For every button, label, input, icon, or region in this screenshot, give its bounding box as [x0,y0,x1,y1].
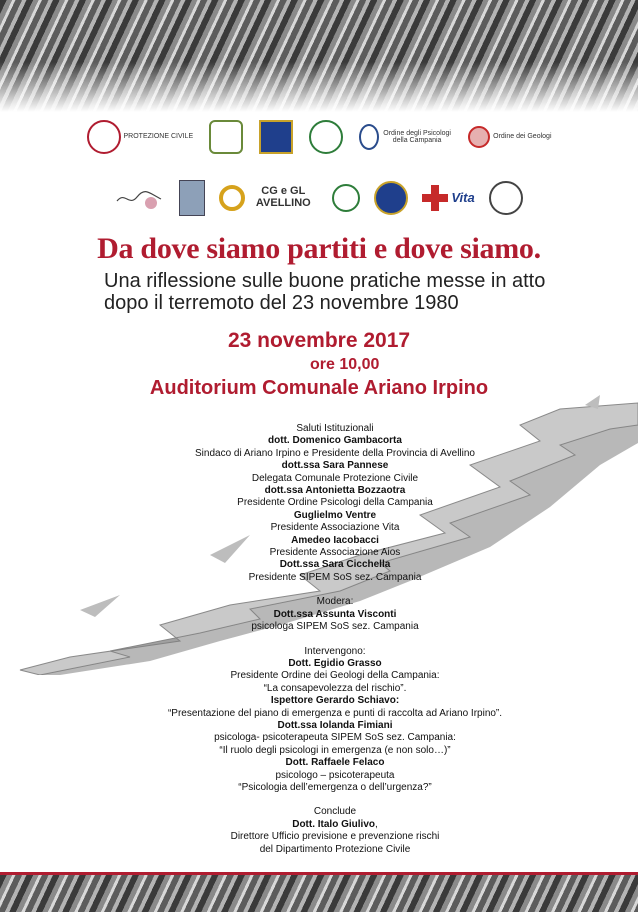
sponsor-logos-row-2 [0,176,638,220]
vita-logo: Vita [422,185,474,211]
rubble-photo-bottom [0,872,638,912]
cg-gl-avellino-logo: CG e GL AVELLINO [219,185,318,211]
event-title: Da dove siamo partiti e dove siamo. [97,232,541,265]
speaker-name: Ispettore Gerardo Schiavo: [270,695,400,707]
program-line: Conclude [313,806,357,818]
event-time: ore 10,00 [310,356,380,373]
speaker-role: psicologo – psicoterapeuta [275,769,395,781]
speaker-name-line [160,819,510,831]
speaker-name: Dott.ssa Iolanda Fimiani [277,719,393,731]
signature-logo [115,183,165,213]
speaker-role: Presidente Ordine dei Geologi della Campania: [230,670,440,682]
speaker-name: dott.ssa Sara Pannese [281,460,389,472]
speaker-name: Dott.ssa Assunta Visconti [273,608,397,620]
building-logo [179,180,205,216]
event-date: 23 novembre 2017 [227,329,411,352]
speaker-name: Amedeo Iacobacci [291,534,379,546]
talk-title: “Il ruolo degli psicologi in emergenza (e non solo…)” [219,744,451,756]
speaker-role: psicologa- psicoterapeuta SIPEM SoS sez. Campania: [214,732,456,744]
speaker-role: Delegata Comunale Protezione Civile [251,472,419,484]
aios-logo [332,184,360,212]
speaker-role: Presidente SIPEM SoS sez. Campania [248,571,422,583]
speaker-role: psicologa SIPEM SoS sez. Campania [251,621,419,633]
program-schedule [160,423,510,856]
emblem-logo [374,181,408,215]
speaker-name: dott.ssa Antonietta Bozzaotra [264,485,406,497]
ordine-geologi-logo: Ordine dei Geologi [468,126,551,148]
speaker-role: Presidente Associazione Aios [269,547,401,559]
provincia-logo [259,120,293,154]
speaker-name: Dott.ssa Sara Cicchella [279,559,391,571]
protezione-civile-logo: PROTEZIONE CIVILE [87,120,194,154]
ordine-psicologi-logo: Ordine degli Psicologi della Campania [359,124,452,150]
speaker-role: del Dipartimento Protezione Civile [259,843,411,855]
program-line: Intervengono: [304,645,366,657]
comma: , [375,818,378,830]
event-subtitle: Una riflessione sulle buone pratiche messe in atto dopo il terremoto del 23 novembre 1980 [104,270,546,314]
speaker-role: Presidente Ordine Psicologi della Campania [237,497,433,509]
speaker-role: Presidente Associazione Vita [270,522,400,534]
speaker-name: Dott. Italo Giulivo [292,818,375,830]
badge-logo [489,181,523,215]
talk-title: “Psicologia dell’emergenza o dell’urgenza?” [238,781,432,793]
speaker-name: Dott. Raffaele Felaco [285,757,385,769]
talk-title: “La consapevolezza del rischio”. [263,682,407,694]
event-venue: Auditorium Comunale Ariano Irpino [149,377,489,399]
program-line: Saluti Istituzionali [296,423,374,434]
speaker-name: dott. Domenico Gambacorta [268,435,402,447]
speaker-role: Direttore Ufficio previsione e prevenzione rischi [230,831,440,843]
ariano-irpino-crest-logo [209,120,243,154]
talk-title: “Presentazione del piano di emergenza e punti di raccolta ad Ariano Irpino”. [167,707,503,719]
rubble-photo-top [0,0,638,112]
speaker-name: Guglielmo Ventre [293,509,377,521]
sponsor-logos-row-1 [0,114,638,160]
sipem-logo [309,120,343,154]
program-line: Modera: [316,596,354,608]
speaker-role: Sindaco di Ariano Irpino e Presidente della Provincia di Avellino [195,447,475,459]
speaker-name: Dott. Egidio Grasso [288,657,382,669]
